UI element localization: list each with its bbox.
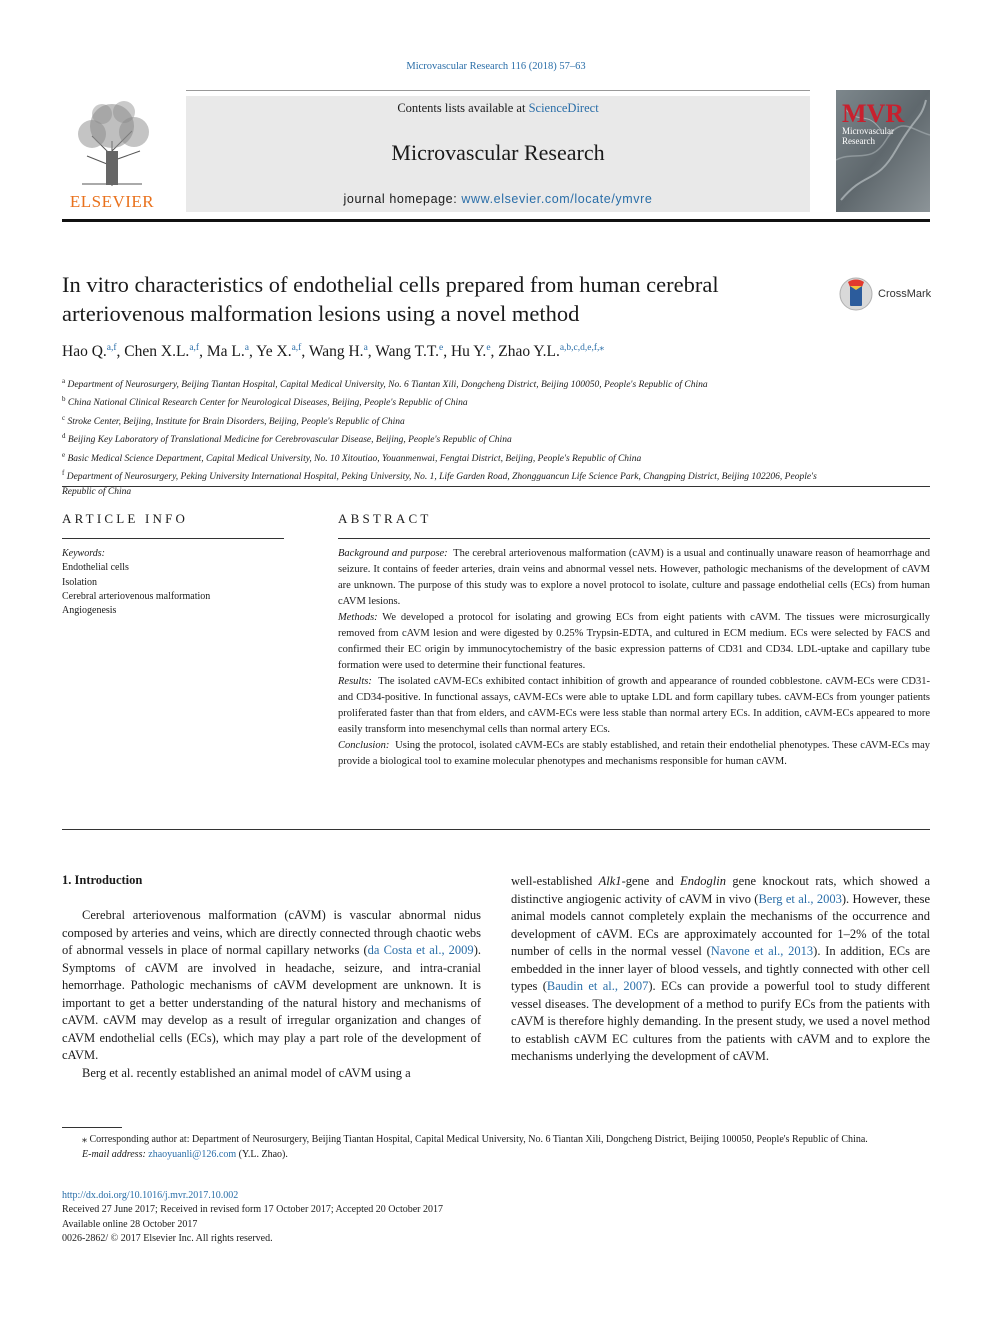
corresponding-author-note: ⁎ Corresponding author at: Department of Neurosurgery, Beijing Tiantan Hospital, Capital Medical University, No. 6 Tiantan Xili, Dongcheng District, Beijing 100050, People's Republic of China.	[82, 1134, 868, 1145]
journal-citation[interactable]: Microvascular Research 116 (2018) 57–63	[406, 61, 586, 72]
abstract-section: Results: The isolated cAVM-ECs exhibited contact inhibition of growth and appearance of rounded cobblestone. cAVM-ECs were CD31- and CD34-positive. In functional assays, cAVM-ECs were able to uptake LDL and form capillary tubes. cAVM-ECs from younger patients proliferated faster than that from elders, and cAVM-ECs were less stable than normal artery ECs. In addition, cAVM-ECs appeared to more easily transform into mesenchymal cells than normal artery ECs.	[338, 676, 930, 735]
author[interactable]: Zhao Y.L.$^{a,b,c,d,e,f,⁎}$	[498, 343, 605, 361]
keyword: Isolation	[62, 576, 97, 588]
abstract-rule	[338, 538, 930, 539]
author[interactable]: Hu Y.$^e$	[450, 343, 491, 361]
homepage-prefix: journal homepage:	[343, 192, 462, 206]
elsevier-wordmark: ELSEVIER	[69, 192, 155, 211]
journal-name: Microvascular Research	[391, 140, 605, 165]
svg-text:Microvascular: Microvascular	[842, 126, 894, 136]
keywords-label: Keywords:	[62, 548, 105, 559]
abstract-bottom-rule	[62, 829, 930, 830]
crossmark-icon	[838, 276, 874, 312]
journal-cover-art	[836, 90, 930, 212]
affiliation: $^e$ Basic Medical Science Department, Capital Medical University, No. 10 Xitoutiao, Youanmenwai, Fengtai District, Beijing, People's Republic of China	[62, 450, 642, 464]
crossmark-label: CrossMark	[878, 288, 932, 300]
journal-masthead	[186, 96, 810, 212]
keywords-block	[62, 547, 284, 618]
homepage-line	[186, 192, 810, 206]
contents-line	[186, 101, 810, 116]
affiliations	[62, 374, 832, 499]
body-column-right	[511, 873, 930, 1066]
body-column-left	[62, 907, 481, 1082]
affiliation: $^d$ Beijing Key Laboratory of Translational Medicine for Cerebrovascular Disease, Beijing, People's Republic of China	[62, 432, 512, 446]
svg-text:MVR: MVR	[842, 99, 905, 128]
received-dates: Received 27 June 2017; Received in revised form 17 October 2017; Accepted 20 October 2017	[62, 1204, 444, 1216]
masthead-top-rule	[186, 90, 810, 91]
citation-link[interactable]: Berg et al., 2003	[758, 891, 842, 906]
abstract-section: Methods: We developed a protocol for isolating and growing ECs from eight patients with cAVM. The tissues were microsurgically removed from cAVM lesion and were digested by 0.25% Trypsin-EDTA, and cultured in ECM medium. ECs were selected by FACS and confirmed their EC origin by immunocytochemistry of the basic expression patterns of CD31 and CD34. LDL-uptake and capillary tube formation were used to determine their functional features.	[338, 612, 931, 671]
svg-text:Research: Research	[842, 136, 875, 146]
keyword: Angiogenesis	[62, 605, 117, 617]
elsevier-logo[interactable]	[62, 96, 162, 212]
author[interactable]: Hao Q.$^{a,f}$	[62, 343, 117, 361]
keyword: Endothelial cells	[62, 562, 129, 574]
contents-prefix: Contents lists available at	[397, 101, 529, 115]
email-link[interactable]: zhaoyuanli@126.com	[148, 1148, 237, 1160]
article-metadata	[62, 1189, 662, 1246]
footnote-rule	[62, 1127, 122, 1128]
homepage-link[interactable]: www.elsevier.com/locate/ymvre	[461, 192, 653, 206]
affiliation: $^a$ Department of Neurosurgery, Beijing Tiantan Hospital, Capital Medical University, No. 6 Tiantan Xili, Dongcheng District, Beijing 100050, People's Republic of China	[62, 377, 708, 391]
email-note: E-mail address: zhaoyuanli@126.com (Y.L. Zhao).	[82, 1148, 288, 1160]
author[interactable]: Chen X.L.$^{a,f}$	[124, 343, 200, 361]
author[interactable]: Ma L.$^a$	[206, 343, 249, 361]
article-info-heading: ARTICLE INFO	[62, 511, 189, 526]
citation-link[interactable]: Baudin et al., 2007	[546, 979, 649, 993]
abstract-section: Conclusion: Using the protocol, isolated cAVM-ECs are stably established, and retain their endothelial phenotypes. These cAVM-ECs may provide a biological tool to examine molecular phenotypes and mechanisms responsible for human cAVM.	[338, 740, 931, 767]
introduction-heading: 1. Introduction	[62, 873, 143, 887]
author[interactable]: Wang T.T.$^e$	[375, 343, 444, 361]
article-title: In vitro characteristics of endothelial cells prepared from human cerebral arteriovenous malformation lesions using a novel method	[62, 272, 719, 326]
affiliations-rule	[62, 486, 930, 487]
abstract-body	[338, 546, 930, 770]
elsevier-tree-icon	[62, 96, 162, 192]
keyword: Cerebral arteriovenous malformation	[62, 590, 211, 602]
affiliation: $^b$ China National Clinical Research Center for Neurological Diseases, Beijing, People's Republic of China	[62, 395, 468, 409]
author[interactable]: Wang H.$^a$	[308, 343, 368, 361]
paragraph: well-established Alk1-gene and Endoglin gene knockout rats, which showed a distinctive angiogenic activity of cAVM in vivo (Berg et al., 2003). However, these animal models cannot completely explain the mechanisms of the occurrence and development of cAVM. ECs are approximately accounted for 1–2% of the total number of cells in the normal vessel (Navone et al., 2013). In addition, ECs are embedded in the inner layer of blood vessels, and tightly connected with other cell types (Baudin et al., 2007). ECs can provide a powerful tool to study different vessel diseases. The development of a method to purify ECs from the patients with cAVM is therefore highly demanding. In the present study, we used a novel method to establish cAVM EC cultures from the patients with cAVM and to explore the mechanisms underlying the development of cAVM.	[511, 874, 931, 1063]
citation-link[interactable]: Navone et al., 2013	[710, 944, 814, 958]
paragraph: Cerebral arteriovenous malformation (cAVM) is vascular abnormal nidus composed by arteries and veins, which are directly connected through chaotic webs of abnormal vessels in place of normal capillary networks (da Costa et al., 2009). Symptoms of cAVM are involved in headache, seizure, and intra-cranial hemorrhage. Pathologic mechanisms of cAVM development are unknown. It is important to get a better understanding of the natural history and mechanisms of cAVM. cAVM may develop as a result of irregular organization and changes of cAVM endothelial cells (ECs), which may play a part role of the development of cAVM.	[62, 908, 481, 1062]
available-online: Available online 28 October 2017	[62, 1218, 198, 1230]
footnotes	[62, 1133, 930, 1162]
header-rule	[62, 219, 930, 222]
abstract-section: Background and purpose: The cerebral arteriovenous malformation (cAVM) is a usual and continually unaware reason of heamorrhage and seizure. It contains of feeder arteries, drain veins and abnormal vessel nets. However, pathologic mechanisms of the development of cAVM are unknown. The purpose of this study was to explore a novel protocol to isolate, culture and passage endothelial cells (ECs) from human cAVM lesions.	[338, 548, 930, 607]
affiliation: $^f$ Department of Neurosurgery, Peking University International Hospital, Peking University, No. 1, Life Garden Road, Zhongguancun Life Science Park, Changping District, Beijing 102206, People's Republic of China	[62, 469, 817, 497]
sciencedirect-link[interactable]: ScienceDirect	[528, 101, 599, 115]
paragraph: Berg et al. recently established an animal model of cAVM using a	[82, 1065, 411, 1080]
journal-cover-image[interactable]	[836, 90, 930, 212]
author-list: Hao Q.$^{a,f}$, Chen X.L.$^{a,f}$, Ma L.$^a$, Ye X.$^{a,f}$, Wang H.$^a$, Wang T.T.$^e$, Hu Y.$^e$, Zhao Y.L.$^{a,b,c,d,e,f,⁎}$	[62, 343, 605, 361]
abstract-heading: ABSTRACT	[338, 511, 432, 526]
copyright: 0026-2862/ © 2017 Elsevier Inc. All rights reserved.	[62, 1232, 273, 1244]
affiliation: $^c$ Stroke Center, Beijing, Institute for Brain Disorders, Beijing, People's Republic of China	[62, 413, 405, 428]
author[interactable]: Ye X.$^{a,f}$	[256, 343, 302, 361]
article-info-rule	[62, 538, 284, 539]
doi-link[interactable]: http://dx.doi.org/10.1016/j.mvr.2017.10.002	[62, 1190, 239, 1201]
crossmark-badge[interactable]	[838, 276, 938, 310]
citation-link[interactable]: da Costa et al., 2009	[367, 943, 474, 957]
